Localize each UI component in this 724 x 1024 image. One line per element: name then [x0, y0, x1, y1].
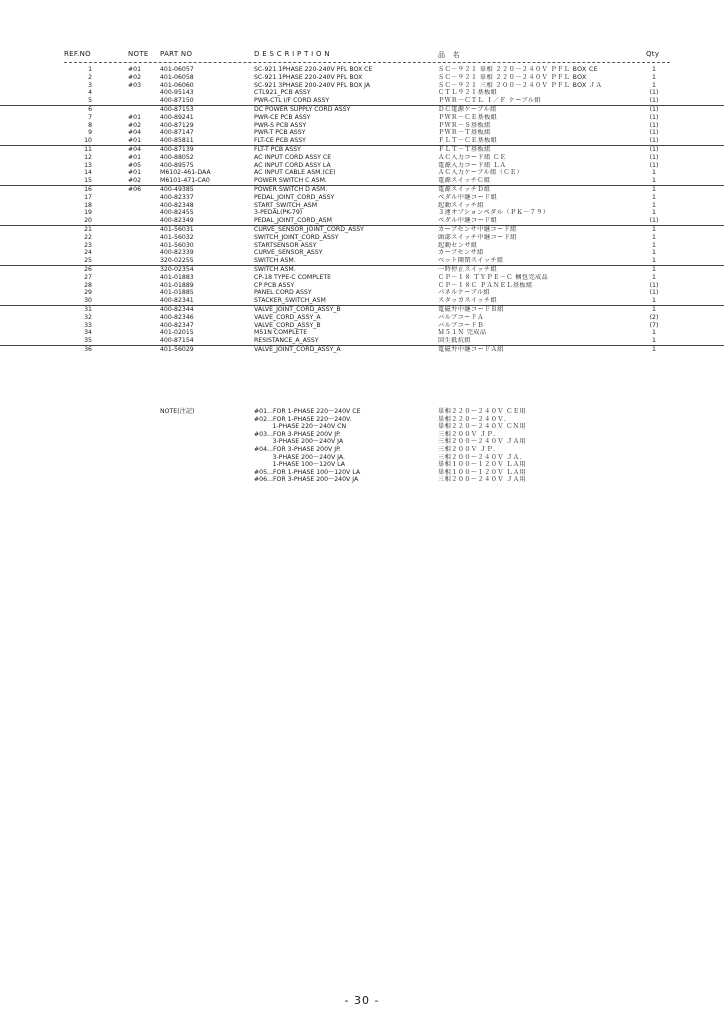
qty-cell: 1	[652, 249, 656, 257]
note-japanese: 三相２００～２４０Ｖ ＪＡ.	[438, 453, 522, 461]
ref-cell: 4	[88, 89, 92, 97]
note-cell: #01	[128, 66, 142, 73]
note-line	[0, 431, 724, 439]
qty-cell: (1)	[649, 217, 659, 225]
part-number-cell: 400-82341	[160, 297, 194, 305]
note-english: 3-PHASE 200～240V JA.	[254, 453, 345, 461]
note-english: #05...FOR 1-PHASE 100～120V LA	[254, 468, 361, 476]
table-row	[0, 209, 724, 217]
japanese-name-cell: 電源スイッチＤ組	[438, 185, 491, 193]
ref-cell: 25	[84, 257, 92, 265]
qty-cell: (1)	[649, 97, 659, 105]
table-row	[0, 322, 724, 330]
part-number-cell: 400-95143	[160, 89, 194, 97]
note-line	[0, 446, 724, 454]
table-row	[0, 329, 724, 337]
ref-cell: 29	[84, 289, 92, 297]
ref-cell: 24	[84, 249, 92, 257]
part-number-cell: 400-89575	[160, 161, 194, 169]
note-japanese: 三相２００～２４０Ｖ ＪＡ用	[438, 438, 527, 446]
note-cell: #05	[128, 161, 142, 169]
japanese-name-cell: ＤＣ電源ケーブル組	[438, 105, 497, 113]
qty-cell: 1	[652, 241, 656, 249]
table-row	[0, 97, 724, 105]
part-number-cell: M6102-461-DAA	[160, 169, 211, 177]
table-row	[0, 114, 724, 122]
note-cell: #01	[128, 169, 142, 177]
table-row	[0, 225, 724, 234]
ref-cell: 26	[84, 265, 92, 273]
qty-cell: 1	[652, 177, 656, 185]
table-row	[0, 314, 724, 322]
description-cell: PWR-CE PCB ASSY	[254, 113, 311, 121]
part-number-cell: 401-01883	[160, 273, 194, 281]
part-number-cell: 400-82337	[160, 193, 194, 201]
japanese-name-cell: バルブコードＢ	[438, 321, 484, 329]
description-cell: RESISTANCE_A_ASSY	[254, 337, 319, 345]
part-number-cell: 401-06060	[160, 81, 194, 89]
description-cell: VALVE_CORD_ASSY_B	[254, 321, 321, 329]
qty-cell: 1	[652, 73, 656, 81]
description-cell: PWR-S PCB ASSY	[254, 121, 307, 129]
part-number-cell: 400-82348	[160, 201, 194, 209]
note-cell: #02	[128, 73, 142, 81]
qty-cell: 1	[652, 297, 656, 305]
description-cell: AC INPUT CABLE ASM.(CE)	[254, 169, 336, 177]
japanese-name-cell: ＡＣ入力ケーブル組（ＣＥ）	[438, 169, 524, 177]
note-japanese: 単相２２０～２４０Ｖ.	[438, 415, 507, 423]
ref-cell: 9	[88, 129, 92, 137]
part-number-cell: 400-88052	[160, 153, 194, 161]
description-cell: SC-921 1PHASE 220-240V PFL BOX CE	[254, 66, 373, 73]
qty-cell: (1)	[649, 281, 659, 289]
qty-cell: (1)	[649, 153, 659, 161]
note-cell: #06	[128, 185, 142, 193]
ref-cell: 17	[84, 193, 92, 201]
description-cell: PANEL CORD ASSY	[254, 289, 312, 297]
table-row	[0, 74, 724, 82]
table-row	[0, 265, 724, 274]
description-cell: CURVE_SENSOR_ASSY	[254, 249, 323, 257]
description-cell: DC POWER SUPPLY CORD ASSY	[254, 105, 351, 113]
table-row	[0, 242, 724, 250]
qty-cell: 1	[652, 185, 656, 193]
qty-cell: 1	[652, 233, 656, 241]
ref-cell: 23	[84, 241, 92, 249]
header-note: NOTE	[128, 50, 149, 58]
note-english: #01...FOR 1-PHASE 220～240V CE	[254, 408, 361, 415]
ref-cell: 2	[88, 73, 92, 81]
notes-label: NOTE(注記)	[160, 408, 195, 415]
japanese-name-cell: ベット開閉スイッチ組	[438, 257, 504, 265]
table-row	[0, 145, 724, 154]
japanese-name-cell: ３連オプションペダル（ＰＫ－７９）	[438, 209, 550, 217]
ref-cell: 5	[88, 97, 92, 105]
part-number-cell: 401-56030	[160, 241, 194, 249]
note-english: #02...FOR 1-PHASE 220～240V.	[254, 415, 352, 423]
japanese-name-cell: 電磁弁中継コードＢ組	[438, 305, 504, 313]
description-cell: PWR-T PCB ASSY	[254, 129, 306, 137]
part-number-cell: 400-82344	[160, 305, 194, 313]
japanese-name-cell: ＰＷＲ－Ｓ基板組	[438, 121, 491, 129]
part-number-cell: 401-06058	[160, 73, 194, 81]
japanese-name-cell: ＦＬＴ－ＣＥ基板組	[438, 137, 498, 145]
table-header	[0, 50, 724, 60]
note-line	[0, 454, 724, 462]
description-cell: FLT-CE PCB ASSY	[254, 137, 306, 145]
description-cell: POWER SWITCH D ASM.	[254, 185, 328, 193]
qty-cell: 1	[652, 201, 656, 209]
note-english: 1-PHASE 100～120V LA	[254, 461, 345, 469]
description-cell: SC-921 1PHASE 220-240V PFL BOX	[254, 73, 363, 81]
part-number-cell: 401-01889	[160, 281, 194, 289]
table-row	[0, 297, 724, 305]
ref-cell: 11	[84, 145, 92, 153]
description-cell: PEDAL_JOINT_CORD_ASSY	[254, 193, 335, 201]
part-number-cell: 320-02255	[160, 257, 194, 265]
note-line	[0, 476, 724, 484]
note-line	[0, 416, 724, 424]
ref-cell: 19	[84, 209, 92, 217]
note-cell: #02	[128, 177, 142, 185]
ref-cell: 7	[88, 113, 92, 121]
note-line	[0, 461, 724, 469]
description-cell: AC INPUT CORD ASSY CE	[254, 153, 332, 161]
table-row	[0, 257, 724, 265]
part-number-cell: 401-01885	[160, 289, 194, 297]
ref-cell: 28	[84, 281, 92, 289]
qty-cell: (1)	[649, 161, 659, 169]
qty-cell: (1)	[649, 89, 659, 97]
note-japanese: 単相１００～１２０Ｖ ＬＡ用	[438, 461, 527, 469]
part-number-cell: 400-82346	[160, 313, 194, 321]
ref-cell: 12	[84, 153, 92, 161]
ref-cell: 18	[84, 201, 92, 209]
japanese-name-cell: ＦＬＴ－Ｔ基板組	[438, 145, 491, 153]
ref-cell: 34	[84, 329, 92, 337]
description-cell: CURVE_SENSOR_JOINT_CORD_ASSY	[254, 225, 364, 233]
table-row	[0, 185, 724, 194]
description-cell: FLT-T PCB ASSY	[254, 145, 301, 153]
description-cell: CP PCB ASSY	[254, 281, 295, 289]
part-number-cell: 400-49385	[160, 185, 194, 193]
japanese-name-cell: パネルケーブル組	[438, 289, 491, 297]
note-japanese: 単相１００～１２０Ｖ ＬＡ用	[438, 468, 527, 476]
qty-cell: (2)	[649, 313, 659, 321]
qty-cell: 1	[652, 169, 656, 177]
qty-cell: (1)	[649, 289, 659, 297]
table-row	[0, 162, 724, 170]
note-english: 3-PHASE 200～240V JA	[254, 438, 344, 446]
qty-cell: (1)	[649, 145, 659, 153]
japanese-name-cell: ＳＣ－９２１ 三相 ２００－２４０Ｖ ＰＦＬ BOX ＪＡ	[438, 81, 603, 89]
table-row	[0, 345, 724, 354]
qty-cell: (1)	[649, 113, 659, 121]
ref-cell: 36	[84, 345, 92, 353]
header-description: D E S C R I P T I O N	[254, 50, 330, 58]
table-row	[0, 202, 724, 210]
table-row	[0, 89, 724, 97]
description-cell: POWER SWITCH C ASM.	[254, 177, 327, 185]
japanese-name-cell: 一時停止スイッチ組	[438, 265, 498, 273]
qty-cell: 1	[652, 193, 656, 201]
japanese-name-cell: ＰＷＲ－ＣＥ基板組	[438, 113, 498, 121]
note-line	[0, 438, 724, 446]
parts-table-body	[0, 66, 724, 354]
ref-cell: 30	[84, 297, 92, 305]
ref-cell: 16	[84, 185, 92, 193]
note-english: #04...FOR 3-PHASE 200V JP.	[254, 445, 341, 453]
qty-cell: 1	[652, 337, 656, 345]
ref-cell: 33	[84, 321, 92, 329]
japanese-name-cell: 回生抵抗組	[438, 337, 471, 345]
table-row	[0, 154, 724, 162]
part-number-cell: 401-56029	[160, 345, 194, 353]
japanese-name-cell: ＰＷＲ－Ｔ基板組	[438, 129, 491, 137]
part-number-cell: 400-87153	[160, 105, 194, 113]
note-line	[0, 408, 724, 416]
table-row	[0, 274, 724, 282]
description-cell: M51N COMPLETE	[254, 329, 308, 337]
qty-cell: (1)	[649, 105, 659, 113]
japanese-name-cell: Ｍ５１Ｎ 完成品	[438, 329, 487, 337]
ref-cell: 10	[84, 137, 92, 145]
part-number-cell: 400-82349	[160, 217, 194, 225]
description-cell: SWITCH ASM.	[254, 257, 296, 265]
qty-cell: 1	[652, 81, 656, 89]
japanese-name-cell: 電源スイッチＣ組	[438, 177, 491, 185]
ref-cell: 1	[88, 66, 92, 73]
ref-cell: 27	[84, 273, 92, 281]
table-row	[0, 177, 724, 185]
japanese-name-cell: ＳＣ－９２１ 単相 ２２０－２４０Ｖ ＰＦＬ BOX CE	[438, 66, 599, 73]
description-cell: CP-18 TYPE-C COMPLETE	[254, 273, 332, 281]
note-japanese: 三相２００Ｖ ＪＰ.	[438, 430, 496, 438]
qty-cell: (1)	[649, 129, 659, 137]
description-cell: VALVE_JOINT_CORD_ASSY_B	[254, 305, 341, 313]
part-number-cell: 400-87147	[160, 129, 194, 137]
japanese-name-cell: 起動スイッチ組	[438, 201, 484, 209]
part-number-cell: 400-82347	[160, 321, 194, 329]
japanese-name-cell: ＳＣ－９２１ 単相 ２２０－２４０Ｖ ＰＦＬ BOX	[438, 73, 587, 81]
description-cell: START_SWITCH_ASM	[254, 201, 318, 209]
table-row	[0, 217, 724, 225]
qty-cell: (7)	[649, 321, 659, 329]
note-cell: #04	[128, 145, 142, 153]
japanese-name-cell: 電磁弁中継コードＡ組	[438, 345, 504, 353]
japanese-name-cell: 起動センサ組	[438, 241, 478, 249]
qty-cell: 1	[652, 225, 656, 233]
part-number-cell: 400-85811	[160, 137, 194, 145]
note-cell: #01	[128, 153, 142, 161]
note-line	[0, 469, 724, 477]
qty-cell: 1	[652, 329, 656, 337]
header-ref: REF.NO	[64, 50, 91, 58]
part-number-cell: 401-56031	[160, 225, 194, 233]
japanese-name-cell: ＣＴＬ９２１基板組	[438, 89, 498, 97]
part-number-cell: 400-87150	[160, 97, 194, 105]
qty-cell: 1	[652, 66, 656, 73]
note-japanese: 単相２２０～２４０Ｖ ＣＮ用	[438, 423, 527, 431]
part-number-cell: 320-02354	[160, 265, 194, 273]
part-number-cell: 400-89241	[160, 113, 194, 121]
japanese-name-cell: ペダル中継コード組	[438, 217, 498, 225]
ref-cell: 32	[84, 313, 92, 321]
part-number-cell: 401-06057	[160, 66, 194, 73]
ref-cell: 35	[84, 337, 92, 345]
note-cell: #04	[128, 129, 142, 137]
table-row	[0, 169, 724, 177]
qty-cell: 1	[652, 209, 656, 217]
part-number-cell: 401-56032	[160, 233, 194, 241]
note-english: #03...FOR 3-PHASE 200V JP.	[254, 430, 341, 438]
note-cell: #01	[128, 137, 142, 145]
description-cell: PWR-CTL I/F CORD ASSY	[254, 97, 330, 105]
header-part: PART NO	[160, 50, 193, 58]
ref-cell: 14	[84, 169, 92, 177]
japanese-name-cell: 頭部スイッチ中継コード組	[438, 233, 517, 241]
table-row	[0, 137, 724, 145]
ref-cell: 13	[84, 161, 92, 169]
ref-cell: 20	[84, 217, 92, 225]
note-english: #06...FOR 3-PHASE 200～240V JA	[254, 476, 359, 484]
part-number-cell: 400-87154	[160, 337, 194, 345]
notes-section	[0, 408, 724, 484]
note-japanese: 単相２２０～２４０Ｖ ＣＥ用	[438, 408, 527, 415]
table-row	[0, 337, 724, 345]
description-cell: CTL921_PCB ASSY	[254, 89, 311, 97]
table-row	[0, 105, 724, 114]
table-row	[0, 234, 724, 242]
part-number-cell: 400-82455	[160, 209, 194, 217]
part-number-cell: 400-87139	[160, 145, 194, 153]
description-cell: 3-PEDAL(PK-79)	[254, 209, 303, 217]
qty-cell: (1)	[649, 121, 659, 129]
part-number-cell: 401-02015	[160, 329, 194, 337]
description-cell: AC INPUT CORD ASSY LA	[254, 161, 331, 169]
table-row	[0, 122, 724, 130]
header-divider	[64, 62, 670, 63]
qty-cell: 1	[652, 265, 656, 273]
description-cell: STARTSENSOR ASSY	[254, 241, 317, 249]
japanese-name-cell: ＡＣ入力コード組 ＣＥ	[438, 153, 507, 161]
table-row	[0, 66, 724, 74]
note-japanese: 三相２００～２４０Ｖ ＪＡ用	[438, 476, 527, 484]
ref-cell: 3	[88, 81, 92, 89]
note-cell: #01	[128, 113, 142, 121]
table-row	[0, 282, 724, 290]
japanese-name-cell: バルブコードＡ	[438, 313, 484, 321]
table-row	[0, 249, 724, 257]
japanese-name-cell: 電源入力コード組 ＬＡ	[438, 161, 507, 169]
header-qty: Qty	[646, 50, 660, 58]
table-row	[0, 82, 724, 90]
ref-cell: 15	[84, 177, 92, 185]
description-cell: SC-921 3PHASE 200-240V PFL BOX JA	[254, 81, 371, 89]
description-cell: VALVE_JOINT_CORD_ASSY_A	[254, 345, 341, 353]
description-cell: STACKER_SWITCH_ASM	[254, 297, 326, 305]
ref-cell: 31	[84, 305, 92, 313]
japanese-name-cell: ＣＰ－１８ ＴＹＰＥ－Ｃ 梱包完成品	[438, 273, 549, 281]
part-number-cell: 400-87129	[160, 121, 194, 129]
japanese-name-cell: ペダル中継コード組	[438, 193, 498, 201]
header-japanese-name: 品 名	[438, 51, 460, 59]
description-cell: VALVE_CORD_ASSY_A	[254, 313, 321, 321]
table-row	[0, 305, 724, 314]
note-japanese: 三相２００Ｖ ＪＰ.	[438, 445, 496, 453]
note-cell: #02	[128, 121, 142, 129]
ref-cell: 22	[84, 233, 92, 241]
japanese-name-cell: カーブセンサ組	[438, 249, 484, 257]
table-row	[0, 129, 724, 137]
description-cell: SWITCH_JOINT_CORD_ASSY	[254, 233, 339, 241]
description-cell: SWITCH ASM.	[254, 265, 296, 273]
qty-cell: 1	[652, 257, 656, 265]
ref-cell: 21	[84, 225, 92, 233]
qty-cell: 1	[652, 305, 656, 313]
page-number: - 30 -	[344, 994, 380, 1007]
note-cell: #03	[128, 81, 142, 89]
note-english: 1-PHASE 220～240V CN	[254, 423, 347, 431]
description-cell: PEDAL_JOINT_CORD_ASM	[254, 217, 332, 225]
ref-cell: 8	[88, 121, 92, 129]
part-number-cell: 400-82339	[160, 249, 194, 257]
table-row	[0, 194, 724, 202]
qty-cell: 1	[652, 273, 656, 281]
japanese-name-cell: スタッカスイッチ組	[438, 297, 498, 305]
qty-cell: (1)	[649, 137, 659, 145]
ref-cell: 6	[88, 105, 92, 113]
japanese-name-cell: カーブセンサ中継コード組	[438, 225, 517, 233]
part-number-cell: M6101-471-CA0	[160, 177, 210, 185]
japanese-name-cell: ＣＰ－１８Ｃ ＰＡＮＥＬ基板組	[438, 281, 533, 289]
note-line	[0, 423, 724, 431]
table-row	[0, 289, 724, 297]
qty-cell: 1	[652, 345, 656, 353]
japanese-name-cell: ＰＷＲ－ＣＴＬ Ｉ／Ｆ ケーブル組	[438, 97, 541, 105]
